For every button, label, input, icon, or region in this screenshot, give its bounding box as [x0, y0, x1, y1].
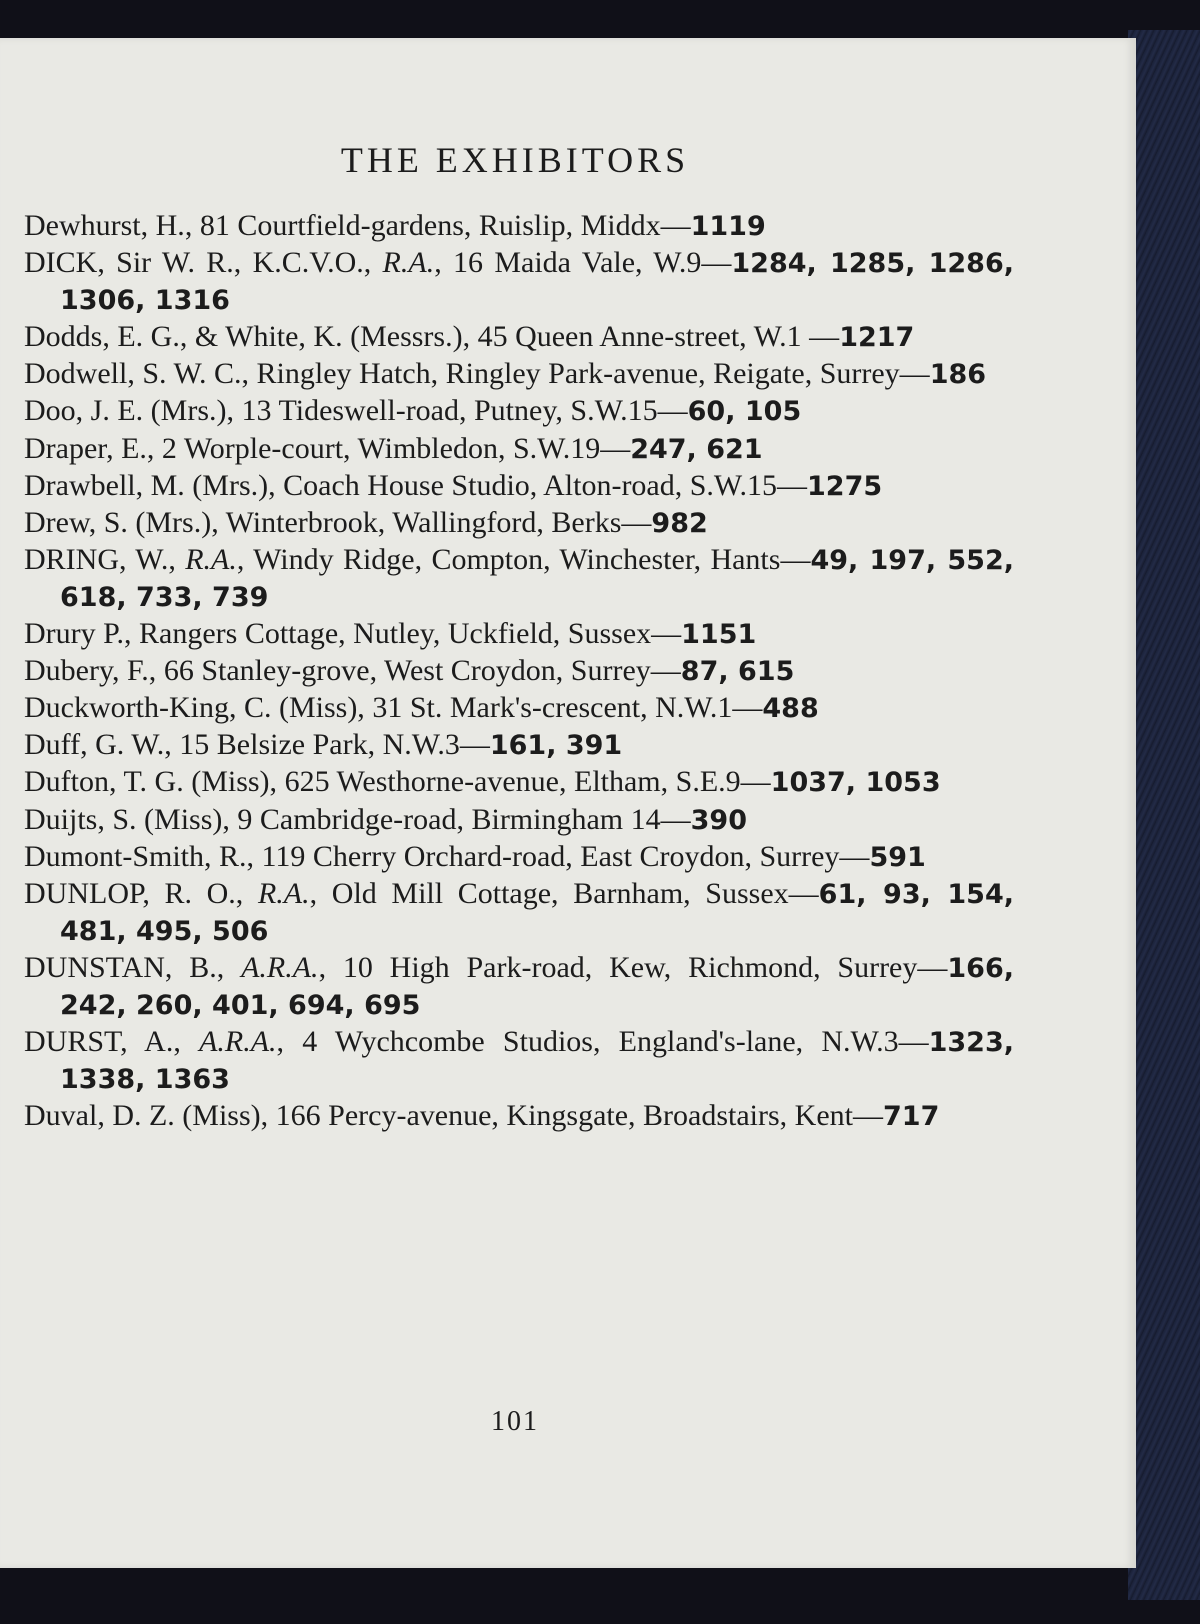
exhibitor-entry: Dodds, E. G., & White, K. (Messrs.), 45 Queen Anne-street, W.1 —1217 [24, 320, 915, 354]
exhibitor-entry: Dodwell, S. W. C., Ringley Hatch, Ringley Park-avenue, Reigate, Surrey—186 [24, 357, 987, 391]
exhibitor-entry: Drury P., Rangers Cottage, Nutley, Uckfield, Sussex—1151 [24, 617, 757, 651]
exhibitor-entry: Duval, D. Z. (Miss), 166 Percy-avenue, Kingsgate, Broadstairs, Kent—717 [24, 1099, 940, 1133]
exhibitor-entry: Dewhurst, H., 81 Courtfield-gardens, Ruislip, Middx—1119 [24, 209, 766, 242]
exhibitor-list [24, 208, 1014, 1135]
exhibitor-entry: Doo, J. E. (Mrs.), 13 Tideswell-road, Putney, S.W.15—60, 105 [24, 394, 802, 428]
exhibitor-entry: Dumont-Smith, R., 119 Cherry Orchard-road, East Croydon, Surrey—591 [24, 839, 926, 873]
exhibitor-entry: Draper, E., 2 Worple-court, Wimbledon, S.W.19—247, 621 [24, 431, 763, 465]
page-heading: THE EXHIBITORS [340, 140, 690, 180]
exhibitor-entry: Drawbell, M. (Mrs.), Coach House Studio, Alton-road, S.W.15—1275 [24, 468, 883, 502]
page-number: 101 [491, 1406, 539, 1437]
exhibitor-entry: DUNLOP, R. O., R.A., Old Mill Cottage, Barnham, Sussex—61, 93, 154, 481, 495, 506 [24, 876, 1015, 947]
exhibitor-entry: DRING, W., R.A., Windy Ridge, Compton, Winchester, Hants—49, 197, 552, 618, 733, 739 [24, 542, 1014, 613]
exhibitor-entry: Duijts, S. (Miss), 9 Cambridge-road, Birmingham 14—390 [24, 802, 748, 836]
exhibitor-entry: Duff, G. W., 15 Belsize Park, N.W.3—161, 391 [24, 728, 623, 762]
exhibitor-entry: Drew, S. (Mrs.), Winterbrook, Wallingford, Berks—982 [24, 505, 708, 539]
exhibitor-entry: Dufton, T. G. (Miss), 625 Westhorne-avenue, Eltham, S.E.9—1037, 1053 [24, 765, 941, 799]
exhibitor-entry: DICK, Sir W. R., K.C.V.O., R.A., 16 Maida Vale, W.9—1284, 1285, 1286, 1306, 1316 [24, 246, 1014, 317]
exhibitor-entry: DUNSTAN, B., A.R.A., 10 High Park-road, Kew, Richmond, Surrey—166, 242, 260, 401, 694, 695 [24, 950, 1015, 1021]
book-cover-edge [1128, 30, 1200, 1600]
exhibitor-entry: DURST, A., A.R.A., 4 Wychcombe Studios, England's-lane, N.W.3—1323, 1338, 1363 [24, 1025, 1015, 1096]
exhibitor-entry: Dubery, F., 66 Stanley-grove, West Croydon, Surrey—87, 615 [24, 654, 795, 688]
exhibitor-entry: Duckworth-King, C. (Miss), 31 St. Mark's-crescent, N.W.1—488 [24, 691, 819, 725]
book-page [0, 38, 1136, 1568]
